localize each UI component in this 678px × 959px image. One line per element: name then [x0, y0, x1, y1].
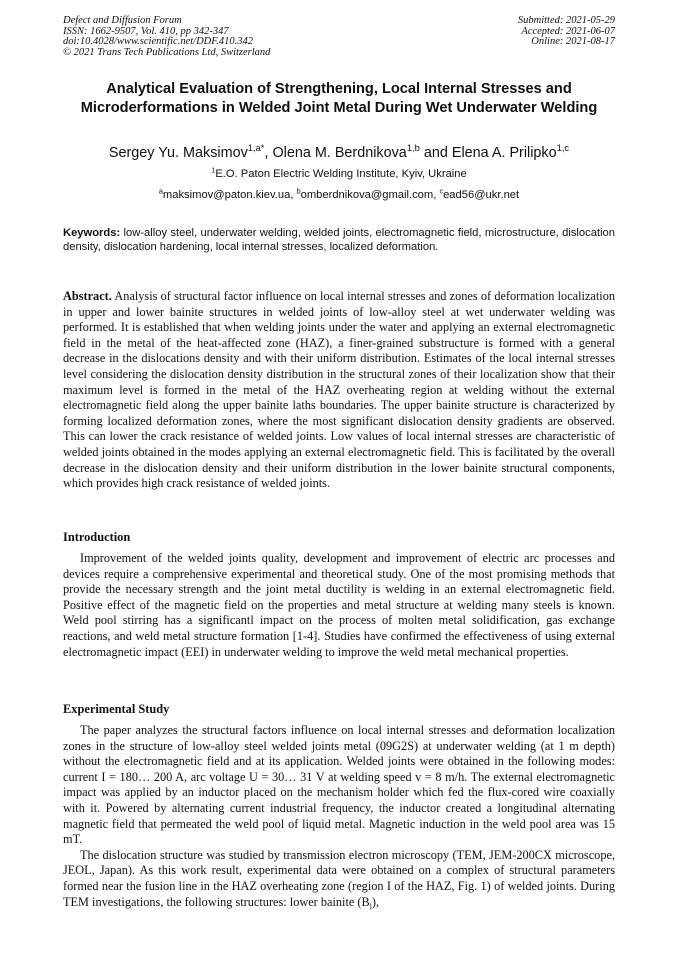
doi: doi:10.4028/www.scientific.net/DDF.410.342 — [63, 36, 254, 48]
affiliation — [40, 167, 638, 181]
copyright: © 2021 Trans Tech Publications Ltd, Switzerland — [63, 46, 271, 58]
submission-dates — [518, 16, 615, 48]
author-superscript: 1,b — [406, 143, 420, 154]
keywords — [63, 226, 615, 255]
author-superscript: 1,c — [556, 143, 570, 154]
paragraph-text: The dislocation structure was studied by transmission electron microscopy (TEM, JEM-200CX microscope, JEOL, Japan). As this work result, experimental data were obtained on a complex of structural parameters formed near the fusion line in the HAZ overheating zone (region I of the HAZ, Fig. 1) of welded joints. During TEM investigations, the following structures: lower bainite (B — [63, 847, 615, 909]
email-separator: , — [433, 189, 440, 201]
paragraph-text-end: ), — [371, 894, 380, 909]
author-name: Sergey Yu. Maksimov — [108, 145, 248, 161]
email-superscript: b — [296, 186, 301, 196]
introduction-heading: Introduction — [63, 530, 131, 544]
keywords-label: Keywords: — [63, 227, 121, 239]
experimental-paragraph-1: The paper analyzes the structural factors influence on local internal stresses and deformation localization zones in the structure of low-alloy steel welded joints metal (09G2S) at underwater welding (at 1 m depth) without the electromagnetic field and at its application. Welded joints were obtained in the following modes: current I = 180… 200 A, arc voltage U = 30… 31 V at welding speed v = 8 m/h. The external electromagnetic impact was applied by an inductor placed on the mechanism holder which fed the flux-cored wire coaxially with it. Powered by alternating current industrial frequency, the inductor created a longitudinal alternating magnetic field that permeated the weld pool of liquid metal. Magnetic induction in the weld pool area was 15 mT. — [63, 723, 615, 847]
journal-info — [63, 16, 270, 58]
accepted-date: Accepted: 2021-06-07 — [521, 25, 615, 37]
subscript: l — [369, 901, 372, 911]
author-name: Olena M. Berdnikova — [272, 145, 407, 161]
author-superscript: 1,a* — [247, 143, 265, 154]
affiliation-text: E.O. Paton Electric Welding Institute, Kyiv, Ukraine — [215, 168, 467, 180]
email-separator: , — [290, 189, 297, 201]
email-list — [40, 188, 638, 202]
submitted-date: Submitted: 2021-05-29 — [517, 15, 615, 26]
author-separator: , — [264, 145, 273, 161]
paper-title: Analytical Evaluation of Strengthening, Local Internal Stresses and Microderformations in Welded Joint Metal During Wet Underwater Welding — [80, 81, 598, 116]
abstract-text: Analysis of structural factor influence on local internal stresses and zones of deformation localization in upper and lower bainite structures in welded joints of low-alloy steel at wet underwater welding was performed. It is established that when welding joints under the water and applying an external electromagnetic field in the metal of the heat-affected zone (HAZ), a finer-grained substructure is formed with a general decrease in the dislocations density and with their uniform distribution. Estimates of the local internal stresses level considering the dislocation density distribution in the structural zones of their localization show that their maximum level is formed in the metal of the HAZ overheating region at welding without the external electromagnetic field along the upper bainite laths boundaries. The upper bainite structure is characterized by forming localized deformation zones, where the most significant dislocation density gradients are observed. This can lower the crack resistance of welded joints. Low values of local internal stresses are characteristic of welded joints obtained in the modes applying an external electromagnetic field. This is facilitated by the overall decrease in the dislocation density and their uniform distribution in the lower bainite structural components, which provides high crack resistance of welded joints. — [63, 289, 615, 491]
author-list — [40, 144, 638, 162]
affiliation-superscript: 1 — [211, 165, 216, 175]
abstract — [63, 289, 615, 492]
introduction-paragraph: Improvement of the welded joints quality, development and improvement of electric arc processes and devices require a comprehensive experimental and theoretical study. One of the most promising methods that provide the necessary strength and the joint metal ductility is welding in an external electromagnetic field. Positive effect of the magnetic field on the properties and metal structure at welding many steels is known. Weld pool stirring has a significantl impact on the process of molten metal solidification, gas exchange reactions, and weld metal structure formation [1-4]. Studies have confirmed the effectiveness of using external electromagnetic impact (EEI) in underwater welding to improve the weld metal mechanical properties. — [63, 551, 615, 659]
experimental-section — [63, 702, 615, 910]
abstract-label: Abstract. — [63, 289, 112, 303]
journal-name: Defect and Diffusion Forum — [63, 15, 182, 26]
experimental-paragraph-2 — [63, 848, 615, 910]
experimental-heading: Experimental Study — [63, 702, 170, 716]
email-superscript: a — [158, 186, 163, 196]
introduction-section — [63, 530, 615, 660]
email-superscript: c — [439, 186, 444, 196]
author-separator: and — [419, 145, 452, 161]
author-name: Elena A. Prilipko — [451, 145, 557, 161]
issn-volume: ISSN: 1662-9507, Vol. 410, pp 342-347 — [63, 25, 229, 37]
email-address: ead56@ukr.net — [443, 189, 520, 201]
email-address: maksimov@paton.kiev.ua — [162, 189, 291, 201]
keywords-text: low-alloy steel, underwater welding, welded joints, electromagnetic field, microstructure, dislocation density, dislocation hardening, local internal stresses, localized deformation. — [63, 227, 615, 254]
online-date: Online: 2021-08-17 — [531, 36, 615, 48]
email-address: omberdnikova@gmail.com — [300, 189, 434, 201]
